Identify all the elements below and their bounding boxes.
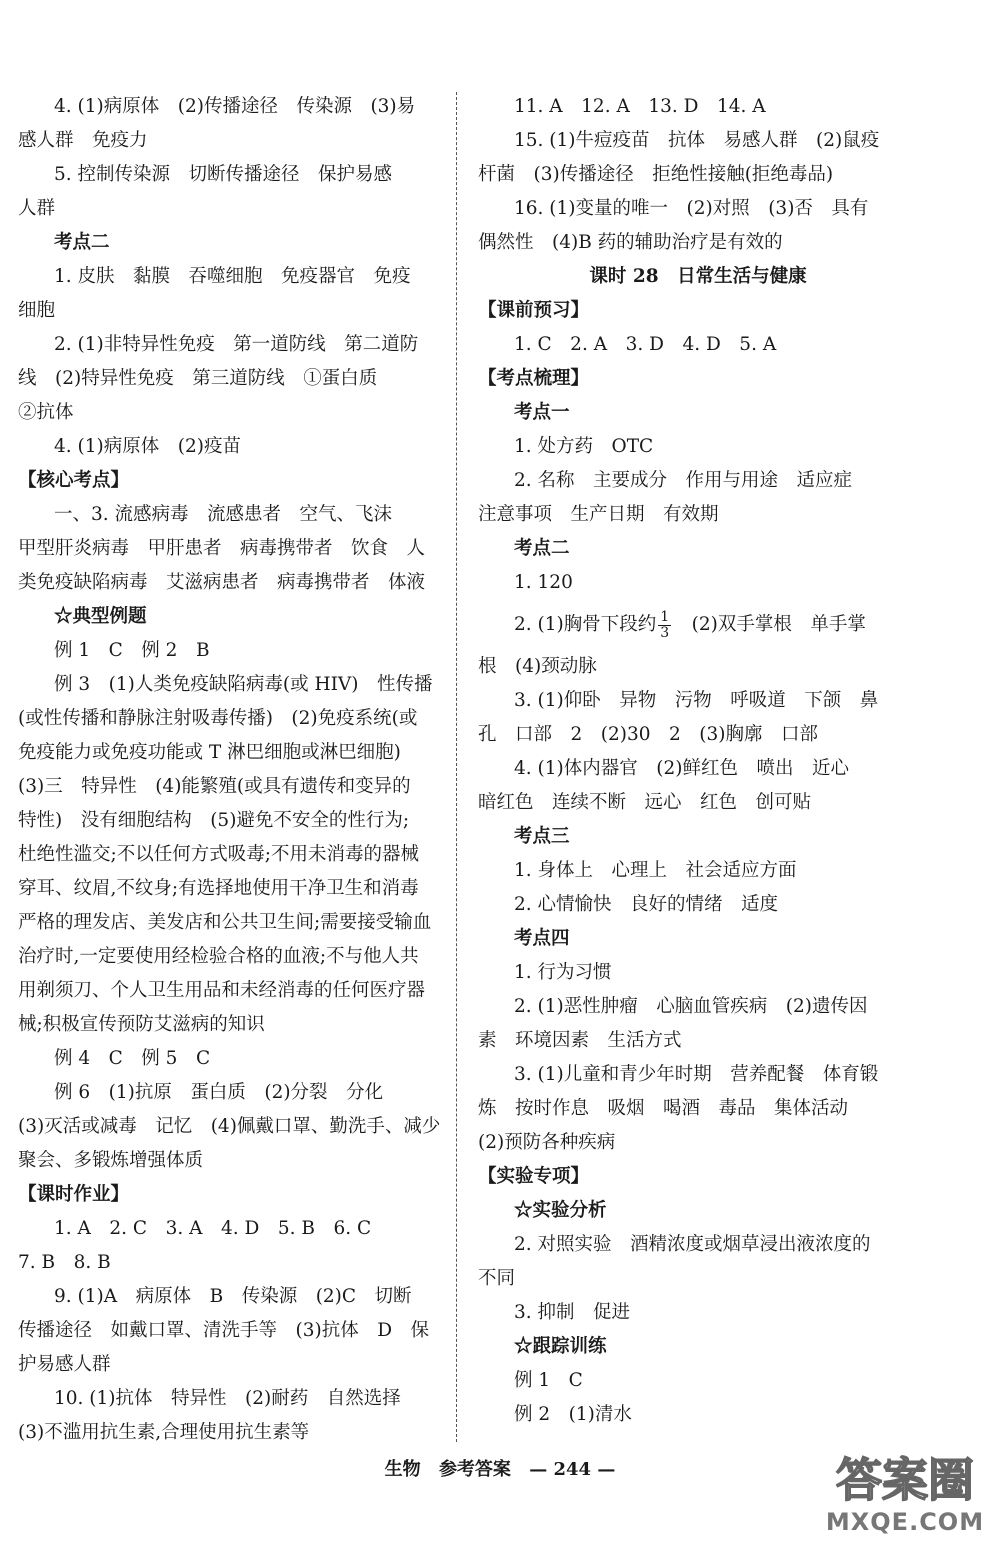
text-line: (或性传播和静脉注射吸毒传播) (2)免疫系统(或: [18, 708, 418, 729]
text-line: (2)预防各种疾病: [478, 1132, 616, 1153]
text-line: 暗红色 连续不断 远心 红色 创可贴: [478, 792, 812, 813]
text-line: 2. 对照实验 酒精浓度或烟草浸出液浓度的: [514, 1234, 871, 1255]
section-heading: ☆典型例题: [54, 606, 147, 627]
text-line: 1. 处方药 OTC: [514, 436, 654, 457]
text-line: 聚会、多锻炼增强体质: [18, 1150, 204, 1171]
text-line: 杆菌 (3)传播途径 拒绝性接触(拒绝毒品): [478, 164, 834, 185]
text-line: 细胞: [18, 300, 56, 321]
text-line: 3. (1)儿童和青少年时期 营养配餐 体育锻: [514, 1064, 879, 1085]
left-column: [18, 90, 458, 1450]
section-heading: 【课前预习】: [478, 300, 590, 321]
text-line: 治疗时,一定要使用经检验合格的血液;不与他人共: [18, 946, 419, 967]
text-line: 4. (1)病原体 (2)传播途径 传染源 (3)易: [54, 96, 416, 117]
text-line: 1. 120: [514, 572, 573, 593]
fraction-numerator: 1: [660, 608, 670, 625]
text-line: 15. (1)牛痘疫苗 抗体 易感人群 (2)鼠疫: [514, 130, 880, 151]
text-line: 线 (2)特异性免疫 第三道防线 ①蛋白质: [18, 368, 378, 389]
text-line: 传播途径 如戴口罩、清洗手等 (3)抗体 D 保: [18, 1320, 430, 1341]
footer-label: 参考答案: [438, 1459, 511, 1480]
watermark-logo-text: 答案圈: [836, 1453, 974, 1507]
section-heading: 考点二: [514, 538, 570, 559]
text-line: 孔 口部 2 (2)30 2 (3)胸廓 口部: [478, 724, 818, 745]
section-heading: ☆跟踪训练: [514, 1336, 607, 1357]
text-line: 1. A 2. C 3. A 4. D 5. B 6. C: [54, 1218, 372, 1239]
section-heading: 考点一: [514, 402, 570, 423]
text-line: 2. (1)非特异性免疫 第一道防线 第二道防: [54, 334, 419, 355]
text-line: ②抗体: [18, 402, 74, 423]
section-heading: 【考点梳理】: [478, 368, 590, 389]
text-line: 例 3 (1)人类免疫缺陷病毒(或 HIV) 性传播: [54, 674, 433, 695]
text-line: 杜绝性滥交;不以任何方式吸毒;不用未消毒的器械: [18, 844, 419, 865]
text-line: 10. (1)抗体 特异性 (2)耐药 自然选择: [54, 1388, 401, 1409]
column-divider: [456, 92, 457, 1442]
text-segment: (2)双手掌根 单手掌: [673, 614, 866, 635]
text-line: 特性) 没有细胞结构 (5)避免不安全的性行为;: [18, 810, 410, 831]
section-heading: ☆实验分析: [514, 1200, 607, 1221]
text-line: 类免疫缺陷病毒 艾滋病患者 病毒携带者 体液: [18, 572, 426, 593]
fraction-denominator: 3: [660, 624, 670, 641]
text-line: 4. (1)病原体 (2)疫苗: [54, 436, 241, 457]
text-line: 9. (1)A 病原体 B 传染源 (2)C 切断: [54, 1286, 412, 1307]
text-line: 用剃须刀、个人卫生用品和未经消毒的任何医疗器: [18, 980, 426, 1001]
section-heading: 考点三: [514, 826, 570, 847]
text-line: 护易感人群: [18, 1354, 111, 1375]
text-line: 根 (4)颈动脉: [478, 656, 597, 677]
text-line: (3)灭活或减毒 记忆 (4)佩戴口罩、勤洗手、减少: [18, 1116, 441, 1137]
page-number: — 244 —: [529, 1459, 616, 1480]
text-line: 2. 名称 主要成分 作用与用途 适应症: [514, 470, 853, 491]
text-line: 2. 心情愉快 良好的情绪 适度: [514, 894, 779, 915]
text-line: 7. B 8. B: [18, 1252, 111, 1273]
watermark-site-text: MXQE.COM: [825, 1508, 985, 1536]
watermark-logo: [820, 1452, 990, 1540]
text-line: 械;积极宣传预防艾滋病的知识: [18, 1014, 265, 1035]
section-heading: 【课时作业】: [18, 1184, 130, 1205]
text-line: 4. (1)体内器官 (2)鲜红色 喷出 近心: [514, 758, 849, 779]
text-line: 例 1 C 例 2 B: [54, 640, 210, 661]
text-line: 甲型肝炎病毒 甲肝患者 病毒携带者 饮食 人: [18, 538, 426, 559]
text-line: 5. 控制传染源 切断传播途径 保护易感: [54, 164, 393, 185]
text-line: (3)不滥用抗生素,合理使用抗生素等: [18, 1422, 310, 1443]
text-line: 严格的理发店、美发店和公共卫生间;需要接受输血: [18, 912, 432, 933]
text-line: 注意事项 生产日期 有效期: [478, 504, 719, 525]
text-line: 穿耳、纹眉,不纹身;有选择地使用干净卫生和消毒: [18, 878, 419, 899]
section-heading: 【核心考点】: [18, 470, 130, 491]
text-line: 1. C 2. A 3. D 4. D 5. A: [514, 334, 777, 355]
text-line: 例 1 C: [514, 1370, 583, 1391]
text-line: (3)三 特异性 (4)能繁殖(或具有遗传和变异的: [18, 776, 411, 797]
section-heading: 【实验专项】: [478, 1166, 590, 1187]
text-line: 11. A 12. A 13. D 14. A: [514, 96, 766, 117]
text-segment: 2. (1)胸骨下段约: [514, 614, 657, 635]
text-line: 炼 按时作息 吸烟 喝酒 毒品 集体活动: [478, 1098, 849, 1119]
text-line: 感人群 免疫力: [18, 130, 148, 151]
text-line: 一、3. 流感病毒 流感患者 空气、飞沫: [54, 504, 393, 525]
text-line: 3. (1)仰卧 异物 污物 呼吸道 下颌 鼻: [514, 690, 879, 711]
section-heading: 考点二: [54, 232, 110, 253]
text-line: 不同: [478, 1268, 516, 1289]
section-heading: 考点四: [514, 928, 570, 949]
text-line: 16. (1)变量的唯一 (2)对照 (3)否 具有: [514, 198, 869, 219]
text-line: 例 2 (1)清水: [514, 1404, 632, 1425]
text-line: 例 4 C 例 5 C: [54, 1048, 211, 1069]
text-line: 1. 行为习惯: [514, 962, 612, 983]
right-column: [478, 90, 918, 1432]
text-line: 例 6 (1)抗原 蛋白质 (2)分裂 分化: [54, 1082, 384, 1103]
footer-subject: 生物: [384, 1459, 421, 1480]
text-line: 人群: [18, 198, 56, 219]
text-line: 免疫能力或免疫功能或 T 淋巴细胞或淋巴细胞): [18, 742, 401, 763]
lesson-title: 课时 28 日常生活与健康: [589, 266, 807, 287]
text-line: 素 环境因素 生活方式: [478, 1030, 682, 1051]
fraction: [658, 610, 671, 641]
text-line: 1. 身体上 心理上 社会适应方面: [514, 860, 797, 881]
text-line: 2. (1)恶性肿瘤 心脑血管疾病 (2)遗传因: [514, 996, 868, 1017]
text-line: 偶然性 (4)B 药的辅助治疗是有效的: [478, 232, 783, 253]
text-line: 3. 抑制 促进: [514, 1302, 631, 1323]
text-line-with-fraction: [478, 600, 918, 650]
text-line: 1. 皮肤 黏膜 吞噬细胞 免疫器官 免疫: [54, 266, 411, 287]
